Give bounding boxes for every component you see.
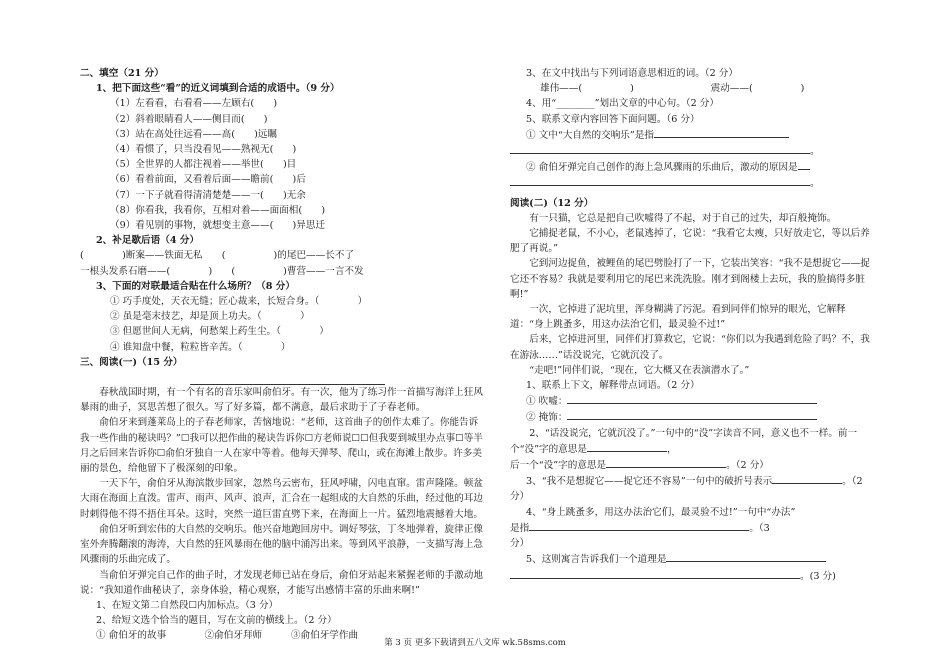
left-column — [80, 66, 485, 644]
passage2-paragraph: 它到河边捉鱼，被鲤鱼的尾巴劈脸打了一下，它装出笑容：“我不是想捉它——捉它还不容易？我就是要利用它的尾巴来洗洗脸。刚才到阁楼上去玩，我的脸搞得多脏啊!” — [510, 258, 870, 300]
q2-tail: ， — [666, 443, 677, 455]
reading2-q2 — [510, 426, 870, 457]
question-3-heading: 3、下面的对联最适合贴在什么场所？（8 分） — [96, 280, 295, 292]
passage-paragraph: 当俞伯牙弹完自己作的曲子时，才发现老师已站在身后，俞伯牙站起来紧握老师的手激动地说：“我知道作曲秘诀了，亲身体验，精心观察，才能写出感情丰富的乐曲来啊!” — [80, 569, 483, 596]
answer-blank[interactable] — [510, 143, 810, 154]
q5-part1-text: ① 文中“大自然的交响乐”是指 — [526, 129, 654, 141]
answer-blank[interactable] — [510, 175, 810, 186]
q5-part2-text: ② 俞伯牙弹完自己创作的海上急风骤雨的乐曲后，激动的原因是 — [526, 162, 798, 174]
answer-blank[interactable] — [510, 568, 800, 579]
answer-blank[interactable] — [654, 127, 789, 138]
q4-b-text: 是指 — [510, 522, 530, 534]
q1-b-label: ② 掩饰： — [526, 412, 568, 424]
reading2-q4: 4、“身上跳蚤多，用这办法治它们，最灵验不过!”一句中“办法” — [526, 506, 796, 518]
reading1-q1: 1、在短文第二自然段☐内加标点。（3 分） — [96, 599, 279, 611]
reading2-heading: 阅读(二)（12 分） — [510, 197, 594, 209]
q2-text: 2、“话没说完，它就沉没了。”一句中的“没”字读音不同，意义也不一样。前一个“没”字的意思是 — [510, 427, 858, 455]
reading2-q5 — [510, 551, 870, 567]
reading1-q5-part1 — [510, 127, 870, 143]
page-footer: 第 3 页 更多下载请到五八文库 wk.58sms.com — [384, 638, 566, 648]
answer-blank[interactable] — [666, 551, 826, 562]
q1-item: （3）站在高处往远看——高( )远瞩 — [110, 128, 278, 140]
passage2-paragraph: 它捕捉老鼠，不小心，老鼠逃掉了，它说：“我看它太瘦，只好放走它，等以后养肥了再说。” — [510, 228, 870, 255]
q1-item: （1）左看看，右看看——左顾右( ) — [110, 98, 278, 110]
answer-blank[interactable] — [529, 520, 749, 531]
q5-text: 5、这则寓言告诉我们一个道理是 — [526, 554, 667, 566]
q3-text: 3、“我不是想捉它——捉它还不容易”一句中的破折号表示 — [526, 476, 773, 488]
reading1-q4: 4、用“________”划出文章的中心句。（2 分） — [526, 98, 719, 110]
reading2-q3 — [510, 473, 870, 489]
reading1-q2-options: ① 俞伯牙的故事 ②俞伯牙拜师 ③俞伯牙学作曲 — [96, 630, 359, 642]
q1-item: （6）看着前面，又看着后面——瞻前( )后 — [110, 174, 306, 186]
q5-tail: 。(3 分) — [800, 570, 836, 582]
q2-b-text: 后一个“没”字的意思是 — [510, 460, 607, 472]
passage-paragraph: 俞伯牙听到宏伟的大自然的交响乐。他兴奋地跑回房中。调好琴弦，丁冬地弹着，旋律正像室外奔腾翻滚的海涛，大自然的狂风暴雨在他的脑中涌泻出来。等到风平浪静，一支描写海上急风骤雨的乐曲完成了。 — [80, 523, 483, 566]
passage2-paragraph: 一次，它掉进了泥坑里，浑身糊满了污泥。看到同伴们惊异的眼光，它解释道：“身上跳蚤多，用这办法治它们，最灵验不过!” — [510, 304, 846, 331]
passage-paragraph: 春秋战国时期，有一个有名的音乐家叫俞伯牙。有一次，他为了练习作一首描写海洋上狂风暴雨的曲子，冥思苦想了很久。写了好多篇，都不满意，最后求助于了子春老师。 — [80, 387, 483, 414]
passage2-paragraph: 后来，它掉进河里，同伴们打算救它，它说：“你们以为我遇到危险了吗？不，我在游泳……”话没说完，它就沉没了。 — [510, 334, 870, 361]
answer-line-row: 。 — [510, 143, 870, 159]
q3-tail: 。（2 — [842, 476, 863, 488]
q1-item: （9）看见别的事物，就想变主意——( )异思迁 — [110, 220, 326, 232]
q4-tail: 。（3 — [749, 522, 770, 534]
passage2-paragraph: “走吧!”同伴们说，“现在，它大概又在表演潜水了。” — [529, 364, 750, 376]
reading1-q5: 5、联系文章内容回答下面问题。（6 分） — [526, 113, 700, 125]
q3-item: ③ 但愿世间人无病，何愁架上药生尘。（ ） — [110, 326, 329, 338]
answer-line-row — [510, 568, 870, 584]
answer-blank[interactable] — [587, 441, 667, 452]
passage2-paragraph: 有一只猫，它总是把自己吹嘘得了不起，对于自己的过失，却百般掩饰。 — [529, 212, 837, 224]
q1-item: （8）你看我，我看你，互相对着——面面相( ) — [110, 204, 326, 216]
q1-item: （5）全世界的人都注视着——举世( )目 — [110, 159, 297, 171]
passage-paragraph: 一天下午，俞伯牙从海滨散步回家，忽然乌云密布，狂风呼啸，闪电直窜。雷声隆隆。顿盆大雨在海面上直泼。雷声、雨声、风声、浪声，汇合在一起组成的大自然的乐曲，经过他的耳边时刺得他不得不捂住耳朵。这时，突然一道巨雷直劈下来，在海面上一片。猛烈地震撼着大地。 — [80, 478, 483, 520]
q1-a-label: ① 吹嘘： — [526, 396, 568, 408]
reading2-q4-cont: 分） — [510, 538, 530, 550]
section-3-heading: 三、阅读(一)（15 分） — [80, 356, 183, 368]
question-1-heading: 1、把下面这些“看”的近义词填到合适的成语中。（9 分） — [96, 83, 340, 95]
q1-item: （4）看惯了，只当没看见——熟视无( ) — [110, 144, 297, 156]
reading2-q3-cont: 分） — [510, 491, 530, 503]
reading1-q3: 3、在文中找出与下列词语意思相近的词。（2 分） — [526, 68, 738, 79]
answer-blank[interactable] — [798, 159, 810, 170]
answer-blank[interactable] — [567, 409, 817, 420]
q3-item: ② 虽是毫末技艺，却是顶上功夫。（ ） — [110, 311, 310, 323]
reading2-q2-b — [510, 457, 870, 473]
answer-blank[interactable] — [772, 473, 842, 484]
section-2-heading: 二、填空（21 分） — [80, 68, 164, 79]
reading2-q4-b — [510, 520, 870, 536]
passage-paragraph: 俞伯牙来到蓬莱岛上的子春老师家，苦恼地说：“老师，这首曲子的创作太难了。你能告诉我一些作曲的秘诀吗？”☐我可以把作曲的秘诀告诉你☐方老师说☐☐但我要到城里办点事☐等半月之后回来告诉你☐俞伯牙独自一人在家中等着。他每天弹琴、爬山，或在海滩上散步。许多美丽的景色，给他留下了极深刻的印象。 — [80, 417, 483, 475]
answer-blank[interactable] — [567, 393, 817, 404]
reading2-q1: 1、联系上下文，解释带点词语。（2 分） — [526, 380, 700, 392]
q1-item: （7）一下子就看得清清楚楚——一( )无余 — [110, 189, 306, 201]
reading1-q3-words: 雄伟——( ) 震动——( ) — [540, 83, 805, 95]
reading1-q2: 2、给短文选个恰当的题目，写在文前的横线上。（2 分） — [96, 615, 337, 627]
title-answer-line — [190, 370, 385, 385]
q2-line: 一根头发系石磨——( ) ( )曹营——一言不发 — [80, 265, 364, 277]
q3-item: ④ 谁知盘中餐，粒粒皆辛苦。（ ） — [110, 341, 291, 353]
q1-item: （2）斜着眼睛看人——侧目而( ) — [110, 113, 268, 125]
answer-blank[interactable] — [606, 457, 726, 468]
answer-line-row: 。 — [510, 175, 870, 191]
q2-line: ( )断案——铁面无私 ( )的尾巴——长不了 — [80, 250, 355, 262]
reading1-q5-part2 — [510, 159, 870, 175]
reading2-q1-b — [510, 409, 870, 425]
q2-b-tail: 。（2 分） — [726, 460, 769, 472]
q3-item: ① 巧手度处，天衣无缝；匠心裁来，长短合身。（ ） — [110, 296, 368, 308]
question-2-heading: 2、补足歇后语（4 分） — [96, 235, 200, 247]
right-column — [510, 66, 870, 584]
reading2-q1-a — [510, 393, 870, 409]
